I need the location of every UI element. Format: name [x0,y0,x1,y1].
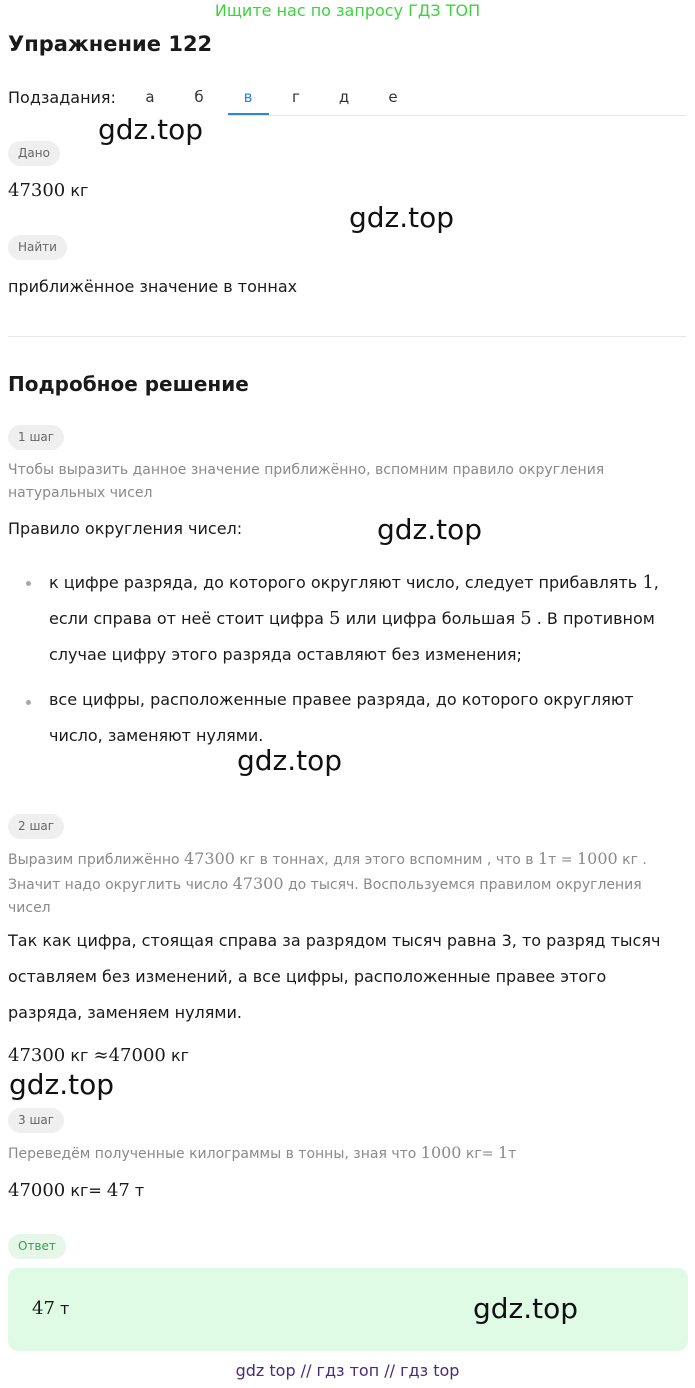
page-title: Упражнение 122 [8,32,213,56]
step2-explanation-line3: разряда, заменяем нулями. [8,1003,242,1022]
rule-item-1 [49,565,689,673]
tab-b[interactable]: б [194,88,204,106]
step2-formula: 47300 кг ≈47000 кг [8,1045,190,1066]
given-value: 47300 кг [8,180,89,201]
watermark: gdz.top [9,1068,115,1101]
find-text: приближённое значение в тоннах [8,277,298,296]
tab-d[interactable]: д [338,88,350,106]
rule-item-2 [49,682,689,754]
watermark: gdz.top [377,513,483,546]
watermark: gdz.top [237,744,343,777]
watermark: gdz.top [349,201,455,234]
step2-hint-line1: Выразим приближённо 47300 кг в тоннах, для этого вспомним , что в 1т = 1000 кг . [8,849,647,868]
top-banner: Ищите нас по запросу ГДЗ ТОП [214,1,481,20]
solution-heading: Подробное решение [8,372,249,396]
subtasks-label: Подзадания: [8,88,116,107]
rule-item-2-line1: все цифры, расположенные правее разряда, до которого округляют [49,690,634,709]
step3-formula: 47000 кг= 47 т [8,1180,145,1201]
bullet-dot [26,700,31,705]
step2-explanation [8,923,688,1031]
step3-badge: 3 шаг [8,1108,64,1133]
step1-hint: Чтобы выразить данное значение приближённо, вспомним правило округления натуральных чисел [8,462,605,501]
step2-badge: 2 шаг [8,814,64,839]
step3-hint: Переведём полученные килограммы в тонны, зная что 1000 кг= 1т [8,1143,517,1162]
rule-title: Правило округления чисел: [8,519,243,538]
footer-links[interactable]: gdz top // гдз топ // гдз top [235,1361,460,1380]
step2-explanation-line1: Так как цифра, стоящая справа за разрядом тысяч равна 3, то разряд тысяч [8,931,661,950]
step2-hint-line2: Значит надо округлить число 47300 до тысяч. Воспользуемся правилом округления [8,874,642,893]
tab-g[interactable]: г [292,88,300,106]
tab-e[interactable]: е [388,88,398,106]
rule-item-2-line2: число, заменяют нулями. [49,726,264,745]
rule-item-1-line3: случае цифру этого разряда оставляют без изменения; [49,645,522,664]
answer-box [8,1268,688,1351]
rule-item-1-line1: к цифре разряда, до которого округляют число, следует прибавлять 1, [49,572,659,593]
tabs-divider [228,115,686,116]
rule-item-1-line2: если справа от неё стоит цифра 5 или цифра большая 5 . В противном [49,608,655,629]
watermark: gdz.top [473,1292,579,1325]
answer-badge: Ответ [8,1234,66,1259]
step1-badge: 1 шаг [8,425,64,450]
watermark: gdz.top [98,113,204,146]
tab-a[interactable]: а [145,88,155,106]
step2-explanation-line2: оставляем без изменений, а все цифры, расположенные правее этого [8,967,607,986]
bullet-dot [26,581,31,586]
step2-hint-line3: чисел [8,900,51,916]
step2-hint [8,847,678,920]
given-badge: Дано [8,141,60,166]
section-divider [8,336,686,337]
find-badge: Найти [8,235,67,260]
answer-value: 47 т [32,1298,70,1319]
tab-v[interactable]: в [243,88,253,106]
active-tab-indicator [228,113,269,115]
